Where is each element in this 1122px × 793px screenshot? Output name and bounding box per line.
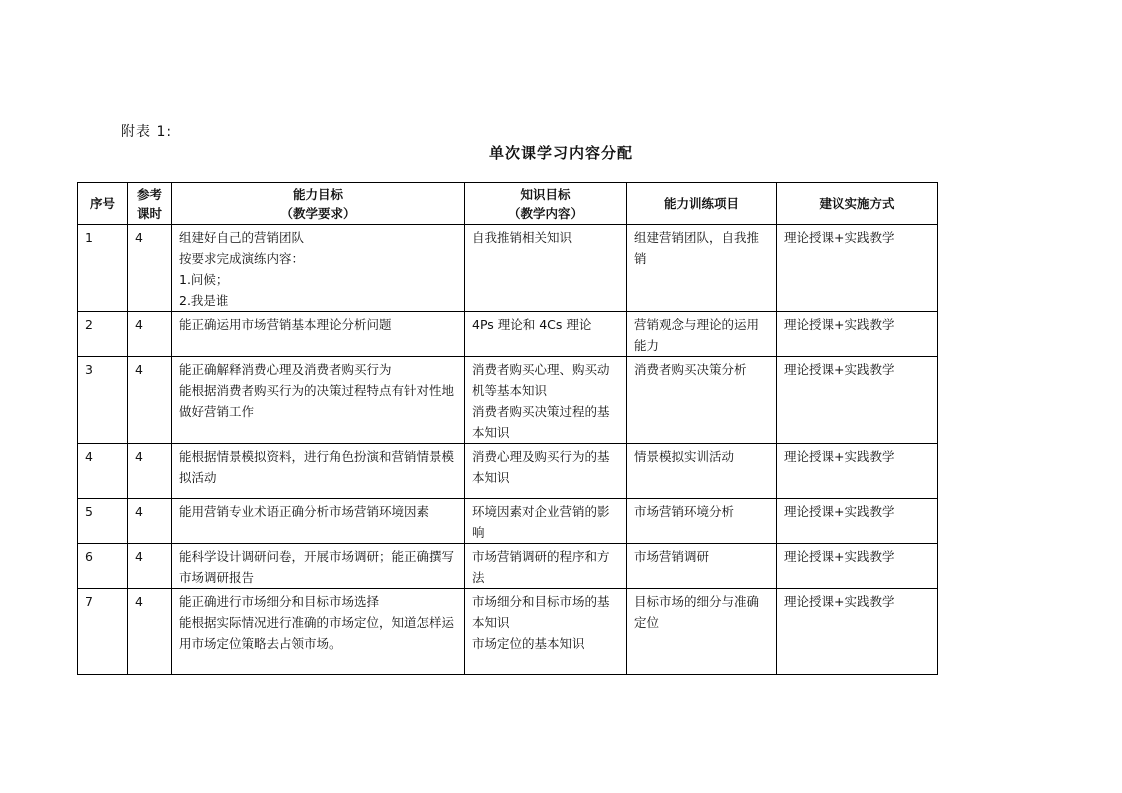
cell-knowledge: [465, 589, 627, 675]
cell-method: 理论授课+实践教学: [777, 499, 938, 544]
cell-ability: [172, 544, 465, 589]
header-row: [78, 183, 938, 225]
cell-seq: 2: [78, 312, 128, 357]
header-hours-line2: 课时: [136, 205, 162, 221]
ability-line: 能正确进行市场细分和目标市场选择: [179, 594, 380, 609]
cell-seq: 6: [78, 544, 128, 589]
cell-ability: [172, 357, 465, 444]
header-ability: [172, 183, 465, 225]
cell-knowledge: [465, 444, 627, 499]
cell-seq: 7: [78, 589, 128, 675]
cell-training: [627, 312, 777, 357]
cell-training: [627, 544, 777, 589]
annex-label: 附表 1:: [121, 124, 173, 140]
header-hours-line1: 参考: [136, 186, 162, 202]
ability-line: 能根据消费者购买行为的决策过程特点有针对性地做好营销工作: [179, 383, 455, 419]
cell-seq: 3: [78, 357, 128, 444]
cell-method: 理论授课+实践教学: [777, 544, 938, 589]
table-row: [78, 357, 938, 444]
table-row: [78, 499, 938, 544]
training-line: 市场营销调研: [634, 549, 710, 564]
knowledge-line: 环境因素对企业营销的影响: [472, 504, 610, 540]
cell-hours: 4: [128, 544, 172, 589]
cell-knowledge: [465, 499, 627, 544]
training-line: 营销观念与理论的运用能力: [634, 317, 760, 353]
ability-line: 能正确解释消费心理及消费者购买行为: [179, 362, 392, 377]
ability-line: 能正确运用市场营销基本理论分析问题: [179, 317, 392, 332]
header-training: 能力训练项目: [627, 183, 777, 225]
cell-hours: 4: [128, 444, 172, 499]
cell-ability: [172, 499, 465, 544]
ability-line: 2.我是谁: [179, 293, 229, 308]
header-ability-line2: （教学要求）: [280, 205, 356, 221]
knowledge-line: 消费心理及购买行为的基本知识: [472, 449, 610, 485]
knowledge-line: 市场细分和目标市场的基本知识: [472, 594, 610, 630]
ability-line: 1.问候；: [179, 272, 229, 287]
cell-training: [627, 589, 777, 675]
table-row: [78, 544, 938, 589]
cell-seq: 4: [78, 444, 128, 499]
cell-knowledge: [465, 312, 627, 357]
cell-knowledge: [465, 357, 627, 444]
cell-hours: 4: [128, 225, 172, 312]
cell-ability: [172, 312, 465, 357]
header-knowledge: [465, 183, 627, 225]
header-method: 建议实施方式: [777, 183, 938, 225]
ability-line: 能根据情景模拟资料，进行角色扮演和营销情景模拟活动: [179, 449, 455, 485]
cell-method: 理论授课+实践教学: [777, 312, 938, 357]
cell-training: [627, 499, 777, 544]
cell-ability: [172, 444, 465, 499]
training-line: 情景模拟实训活动: [634, 449, 735, 464]
cell-knowledge: [465, 544, 627, 589]
training-line: 市场营销环境分析: [634, 504, 735, 519]
knowledge-line: 市场营销调研的程序和方法: [472, 549, 610, 585]
knowledge-line: 市场定位的基本知识: [472, 636, 585, 651]
cell-method: 理论授课+实践教学: [777, 225, 938, 312]
cell-training: [627, 444, 777, 499]
cell-ability: [172, 589, 465, 675]
knowledge-line: 消费者购买决策过程的基本知识: [472, 404, 610, 440]
cell-hours: 4: [128, 312, 172, 357]
cell-training: [627, 357, 777, 444]
cell-seq: 5: [78, 499, 128, 544]
ability-line: 能科学设计调研问卷，开展市场调研；能正确撰写市场调研报告: [179, 549, 455, 585]
document-title: 单次课学习内容分配: [488, 144, 633, 162]
cell-method: 理论授课+实践教学: [777, 357, 938, 444]
ability-line: 按要求完成演练内容：: [179, 251, 305, 266]
training-line: 目标市场的细分与准确定位: [634, 594, 760, 630]
table-row: [78, 444, 938, 499]
header-knowledge-line1: 知识目标: [520, 186, 571, 202]
training-line: 组建营销团队，自我推销: [634, 230, 760, 266]
cell-hours: 4: [128, 357, 172, 444]
cell-method: 理论授课+实践教学: [777, 444, 938, 499]
knowledge-line: 4Ps 理论和 4Cs 理论: [472, 317, 592, 332]
cell-knowledge: [465, 225, 627, 312]
knowledge-line: 消费者购买心理、购买动机等基本知识: [472, 362, 610, 398]
header-seq: 序号: [78, 183, 128, 225]
cell-training: [627, 225, 777, 312]
training-line: 消费者购买决策分析: [634, 362, 747, 377]
cell-hours: 4: [128, 589, 172, 675]
content-allocation-table: [77, 182, 938, 675]
ability-line: 能根据实际情况进行准确的市场定位，知道怎样运用市场定位策略去占领市场。: [179, 615, 455, 651]
header-knowledge-line2: （教学内容）: [507, 205, 583, 221]
header-ability-line1: 能力目标: [292, 186, 343, 202]
cell-ability: [172, 225, 465, 312]
header-hours: [128, 183, 172, 225]
ability-line: 组建好自己的营销团队: [179, 230, 305, 245]
ability-line: 能用营销专业术语正确分析市场营销环境因素: [179, 504, 430, 519]
cell-method: 理论授课+实践教学: [777, 589, 938, 675]
cell-hours: 4: [128, 499, 172, 544]
table-row: [78, 312, 938, 357]
cell-seq: 1: [78, 225, 128, 312]
table-row: [78, 225, 938, 312]
knowledge-line: 自我推销相关知识: [472, 230, 573, 245]
table-row: [78, 589, 938, 675]
